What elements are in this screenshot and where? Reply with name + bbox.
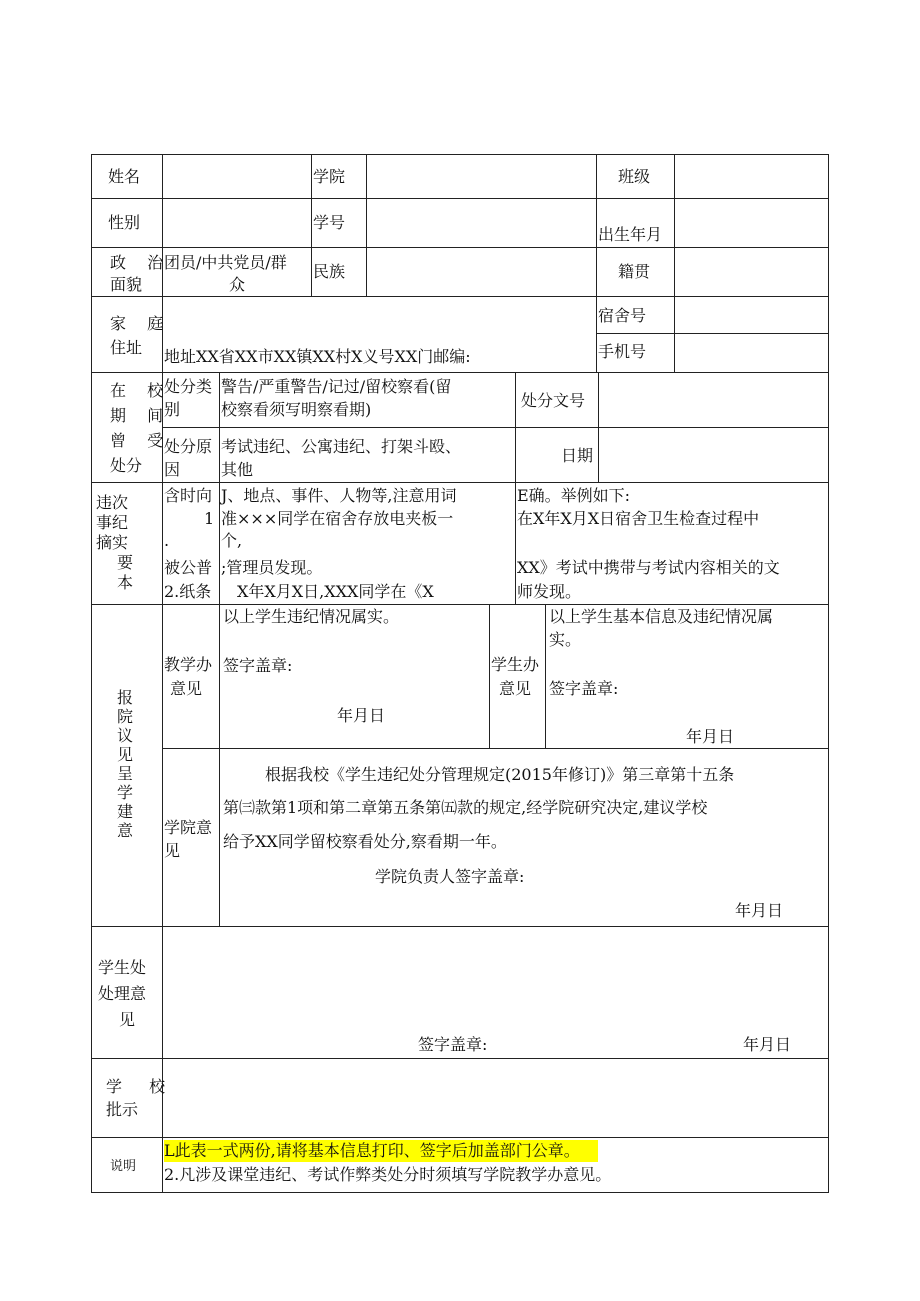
college-opinion-sign: 学院负责人签字盖章: xyxy=(375,867,525,886)
summary-left-4: 被公普 xyxy=(164,558,213,577)
punish-doc-label: 处分文号 xyxy=(521,391,586,410)
student-affairs-label-3: 见 xyxy=(119,1010,136,1029)
college-opinion-text-2: 第㈢款第1项和第二章第五条第㈤款的规定,经学院研究决定,建议学校 xyxy=(223,798,708,817)
side-char: 呈 xyxy=(117,764,134,783)
summary-right-3: XX》考试中携带与考试内容相关的文 xyxy=(517,558,780,577)
class-label: 班级 xyxy=(618,167,651,186)
punish-type-label-2: 别 xyxy=(164,400,181,419)
student-affairs-label-2: 处理意 xyxy=(98,984,147,1003)
punish-label-2: 期 间 xyxy=(110,406,164,425)
college-side-label xyxy=(117,688,137,840)
student-office-sign: 签字盖章: xyxy=(549,679,619,698)
college-opinion-label-1: 学院意 xyxy=(164,818,213,837)
summary-label-2: 事纪 xyxy=(96,513,129,532)
side-char: 学 xyxy=(117,783,134,802)
punish-type-value-1: 警告/严重警告/记过/留校察看(留 xyxy=(221,377,452,396)
gender-label: 性别 xyxy=(108,213,141,232)
punish-label-4: 处分 xyxy=(110,456,143,475)
punish-reason-label-2: 因 xyxy=(164,460,181,479)
student-office-date: 年月日 xyxy=(686,727,735,746)
student-office-text-2: 实。 xyxy=(549,630,582,649)
punish-reason-label-1: 处分原 xyxy=(164,437,213,456)
summary-left-5: 2.纸条 xyxy=(164,582,212,601)
punish-label-3: 曾 受 xyxy=(110,431,164,450)
summary-right-2: 在X年X月X日宿舍卫生检查过程中 xyxy=(517,509,760,528)
summary-label-5: 本 xyxy=(117,573,134,592)
side-char: 见 xyxy=(117,745,134,764)
summary-mid-2: 准×××同学在宿舍存放电夹板一 xyxy=(221,509,454,528)
summary-left-3: . xyxy=(164,531,170,550)
college-opinion-text-3: 给予XX同学留校察看处分,察看期一年。 xyxy=(223,832,507,851)
student-office-text-1: 以上学生基本信息及违纪情况属 xyxy=(549,607,774,626)
summary-mid-3: 个, xyxy=(221,531,243,550)
punish-reason-value-2: 其他 xyxy=(221,460,254,479)
teaching-office-text: 以上学生违纪情况属实。 xyxy=(223,607,400,626)
student-office-label-2: 意见 xyxy=(499,679,532,698)
school-label-1: 学 校 xyxy=(106,1077,166,1096)
notes-line-2: 2.凡涉及课堂违纪、考试作弊类处分时须填写学院教学办意见。 xyxy=(164,1165,612,1184)
political-label-2: 面貌 xyxy=(110,275,143,294)
name-label: 姓名 xyxy=(108,167,141,186)
address-label-1: 家 庭 xyxy=(110,314,164,333)
student-affairs-sign: 签字盖章: xyxy=(418,1035,488,1054)
summary-right-4: 师发现。 xyxy=(517,582,582,601)
student-id-label: 学号 xyxy=(313,213,346,232)
punish-type-value-2: 校察看须写明察看期) xyxy=(221,400,372,419)
side-char: 议 xyxy=(117,726,134,745)
teaching-office-sign: 签字盖章: xyxy=(223,656,293,675)
school-label-2: 批示 xyxy=(106,1100,139,1119)
teaching-office-date: 年月日 xyxy=(337,706,386,725)
address-label-2: 住址 xyxy=(110,338,143,357)
college-opinion-text-1: 根据我校《学生违纪处分管理规定(2015年修订)》第三章第十五条 xyxy=(265,765,735,784)
side-char: 院 xyxy=(117,707,134,726)
dorm-label: 宿舍号 xyxy=(598,306,647,325)
summary-mid-4: ;管理员发现。 xyxy=(221,558,323,577)
teaching-office-label-1: 教学办 xyxy=(164,655,213,674)
teaching-office-label-2: 意见 xyxy=(170,679,203,698)
address-value: 地址XX省XX市XX镇XX村X义号XX门邮编: xyxy=(164,347,471,366)
notes-label: 说明 xyxy=(110,1159,137,1174)
summary-mid-5: X年X月X日,XXX同学在《X xyxy=(237,582,434,601)
punish-reason-value-1: 考试违纪、公寓违纪、打架斗殴、 xyxy=(221,437,462,456)
political-value-1: 团员/中共党员/群 xyxy=(164,253,287,272)
political-label-1: 政 治 xyxy=(110,253,164,272)
summary-label-4: 要 xyxy=(117,553,134,572)
political-value-2: 众 xyxy=(229,275,246,294)
side-char: 建 xyxy=(117,802,134,821)
notes-line-1: L此表一式两份,请将基本信息打印、签字后加盖部门公章。 xyxy=(164,1140,598,1162)
summary-mid-1: J、地点、事件、人物等,注意用词 xyxy=(221,486,457,505)
summary-label-3: 摘实 xyxy=(96,533,129,552)
side-char: 报 xyxy=(117,688,134,707)
punish-date-label: 日期 xyxy=(561,446,594,465)
college-opinion-label-2: 见 xyxy=(164,841,181,860)
college-opinion-date: 年月日 xyxy=(735,901,784,920)
birth-label: 出生年月 xyxy=(598,225,663,244)
student-office-label-1: 学生办 xyxy=(491,655,540,674)
phone-label: 手机号 xyxy=(598,342,647,361)
summary-left-1: 含时向 xyxy=(164,486,213,505)
punish-label-1: 在 校 xyxy=(110,381,164,400)
ethnicity-label: 民族 xyxy=(313,262,346,281)
student-affairs-date: 年月日 xyxy=(743,1035,792,1054)
summary-right-1: E确。举例如下: xyxy=(517,486,631,505)
summary-label-1: 违次 xyxy=(96,493,129,512)
side-char: 意 xyxy=(117,821,134,840)
punish-type-label-1: 处分类 xyxy=(164,377,213,396)
summary-left-2: 1 xyxy=(204,509,215,528)
native-place-label: 籍贯 xyxy=(618,262,651,281)
college-label: 学院 xyxy=(313,167,346,186)
student-affairs-label-1: 学生处 xyxy=(98,958,147,977)
